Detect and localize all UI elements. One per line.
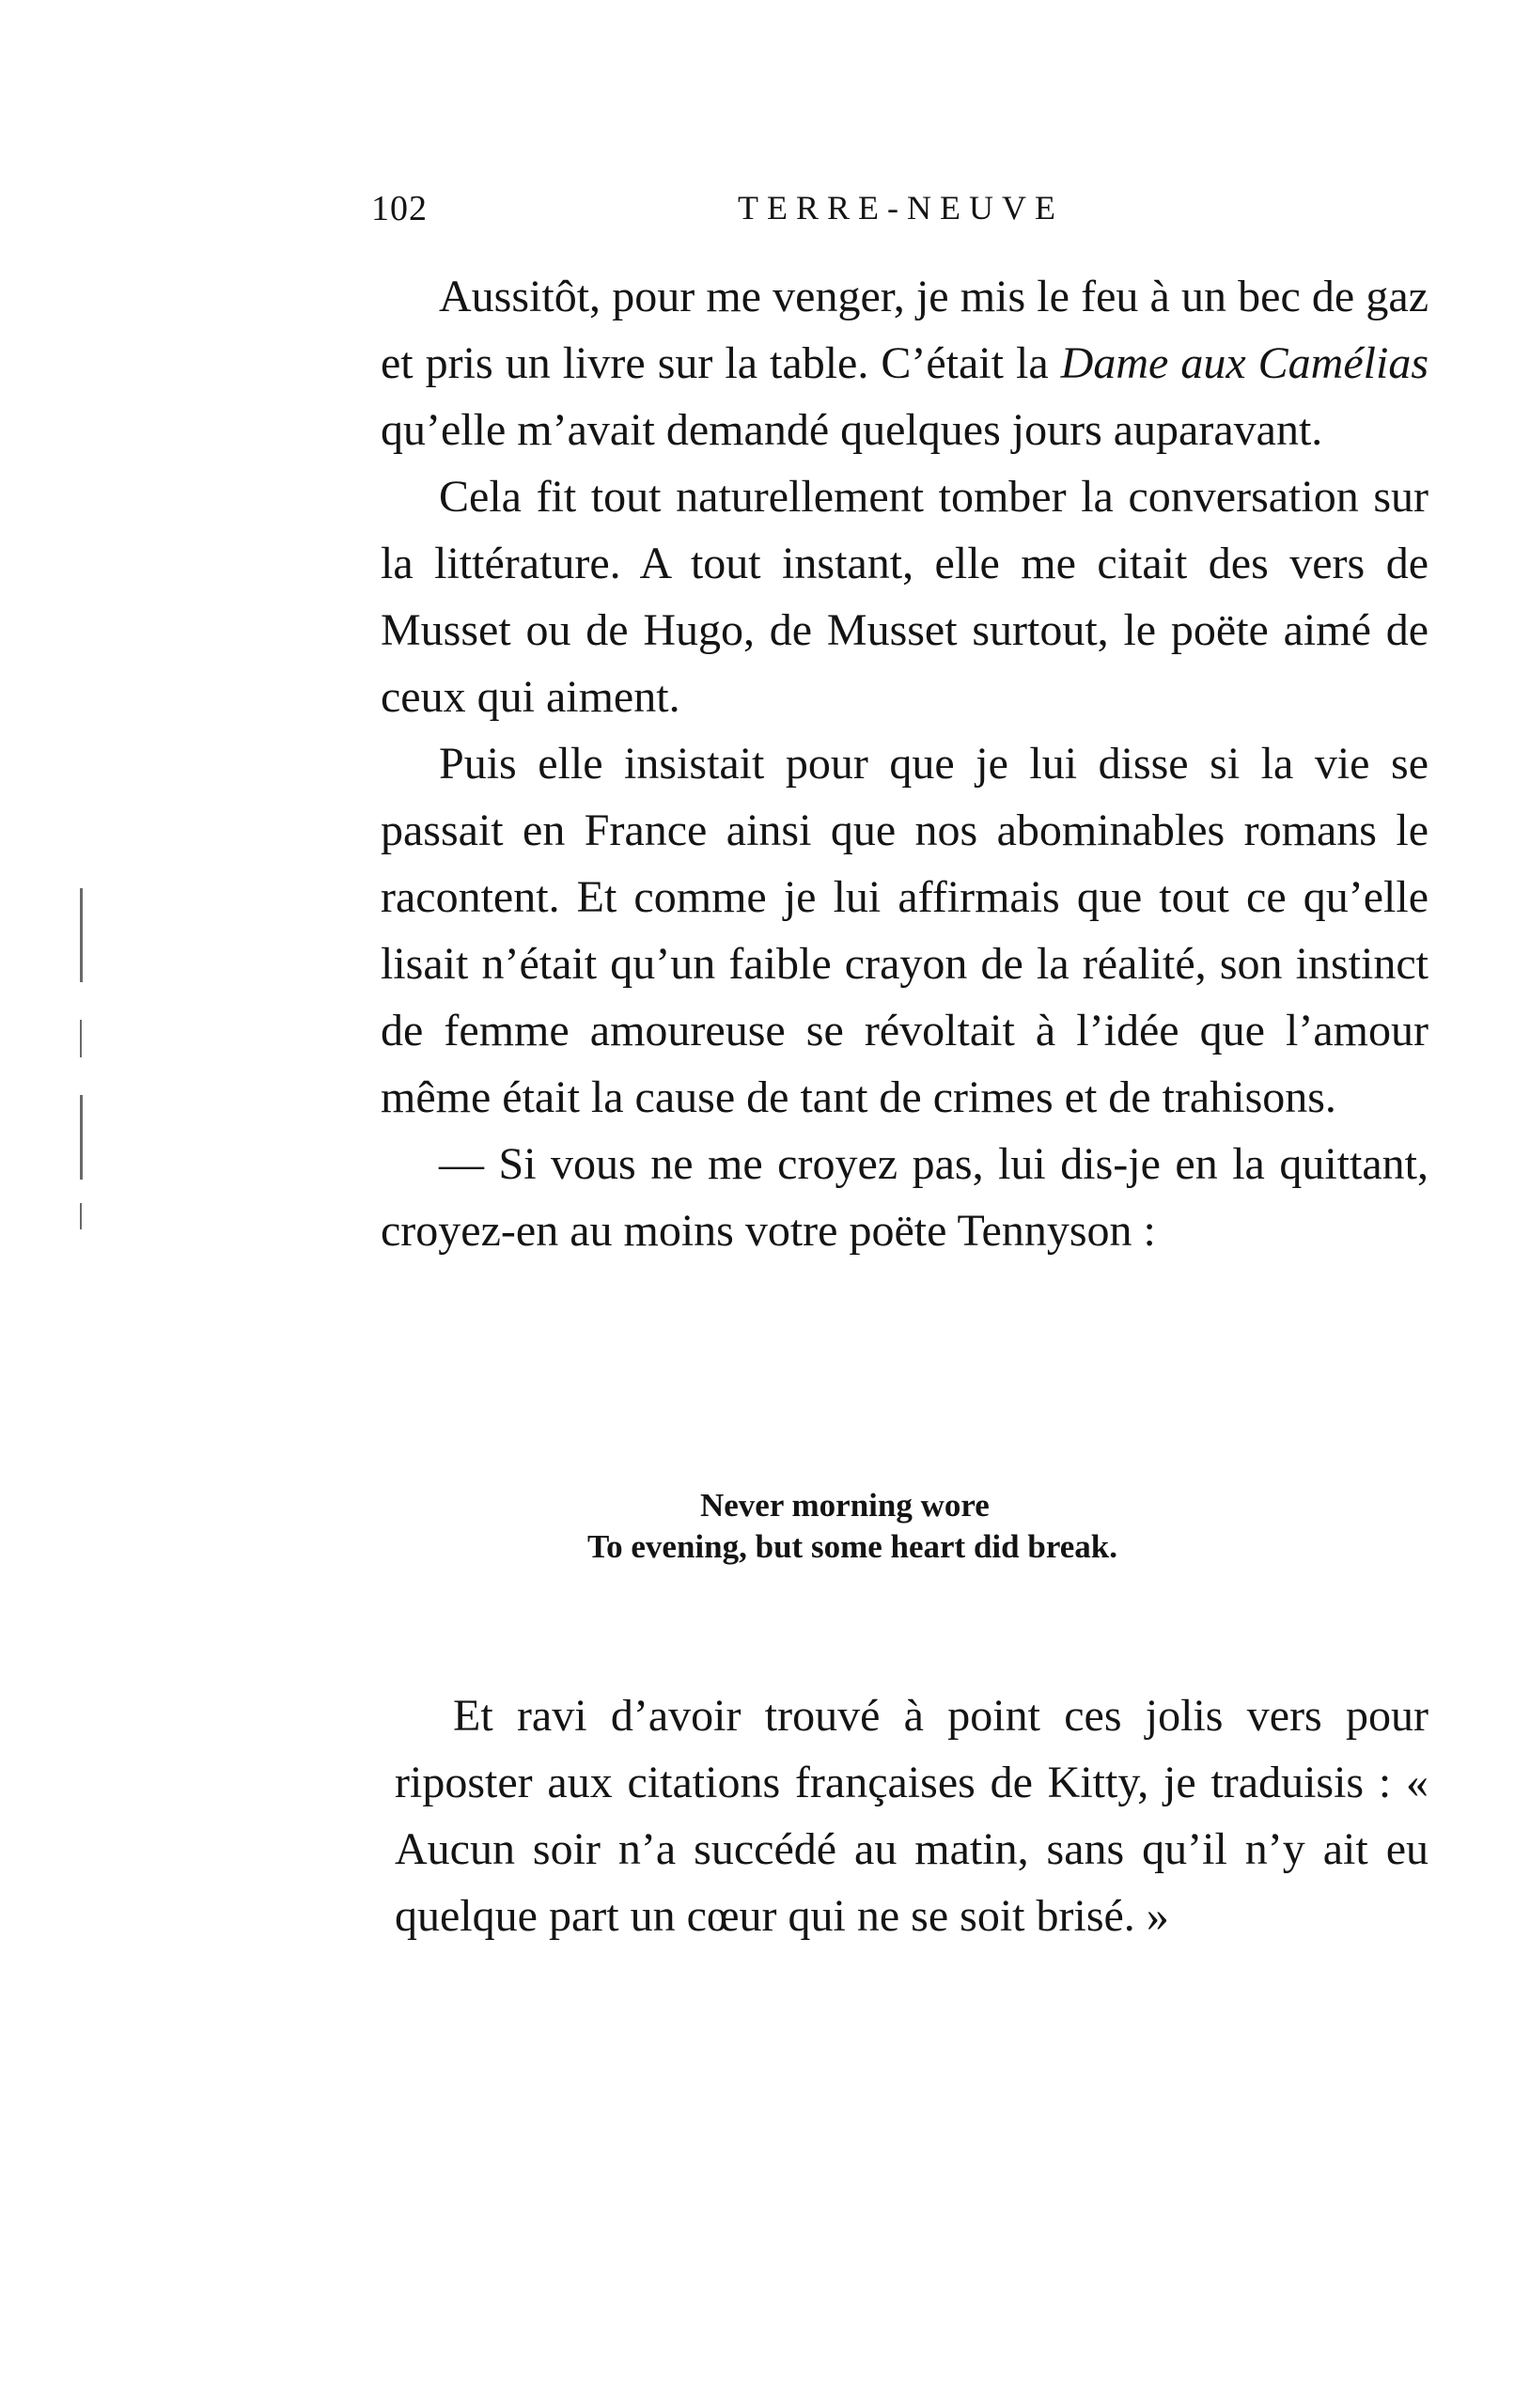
- verse-line-1: Never morning wore: [700, 1487, 990, 1524]
- margin-scan-mark: [80, 1020, 82, 1057]
- paragraph-5: Et ravi d’avoir trouvé à point ces jolis vers pour riposter aux citations françaises de Kitty, je traduisis : « Aucun soir n’a succédé au matin, sans qu’il n’y ait eu quelque part un cœur qui ne se soit brisé. »: [395, 1691, 1429, 1941]
- margin-scan-mark: [80, 1095, 83, 1180]
- margin-scan-mark: [80, 1203, 82, 1229]
- paragraph-1-text-b: qu’elle m’avait demandé quelques jours auparavant.: [381, 405, 1323, 455]
- paragraph-2: Cela fit tout naturellement tomber la conversation sur la littérature. A tout instant, elle me citait des vers de Musset ou de Hugo, de Musset surtout, le poëte aimé de ceux qui aiment.: [381, 472, 1429, 722]
- margin-scan-mark: [80, 888, 83, 982]
- verse-quotation: [381, 1485, 1429, 1568]
- paragraph-4: — Si vous ne me croyez pas, lui dis-je en la quittant, croyez-en au moins votre poëte Tennyson :: [381, 1139, 1429, 1256]
- running-title: TERRE-NEUVE: [738, 189, 1064, 227]
- body-text: [381, 263, 1429, 1264]
- page-number: 102: [371, 189, 428, 228]
- running-header: [371, 188, 1433, 244]
- book-title-italic: Dame aux Camélias: [1060, 338, 1429, 388]
- paragraph-1: [381, 263, 1429, 463]
- paragraph-3: Puis elle insistait pour que je lui disse si la vie se passait en France ainsi que nos abominables romans le racontent. Et comme je lui affirmais que tout ce qu’elle lisait n’était qu’un faible crayon de la réalité, son instinct de femme amoureuse se révoltait à l’idée que l’amour même était la cause de tant de crimes et de trahisons.: [381, 739, 1429, 1122]
- verse-line-2: To evening, but some heart did break.: [587, 1528, 1117, 1565]
- paragraph-1-text-a: Aussitôt, pour me venger, je mis le feu à un bec de gaz et pris un livre sur la table. C’était la: [381, 272, 1429, 388]
- body-text-continued: [395, 1682, 1429, 1949]
